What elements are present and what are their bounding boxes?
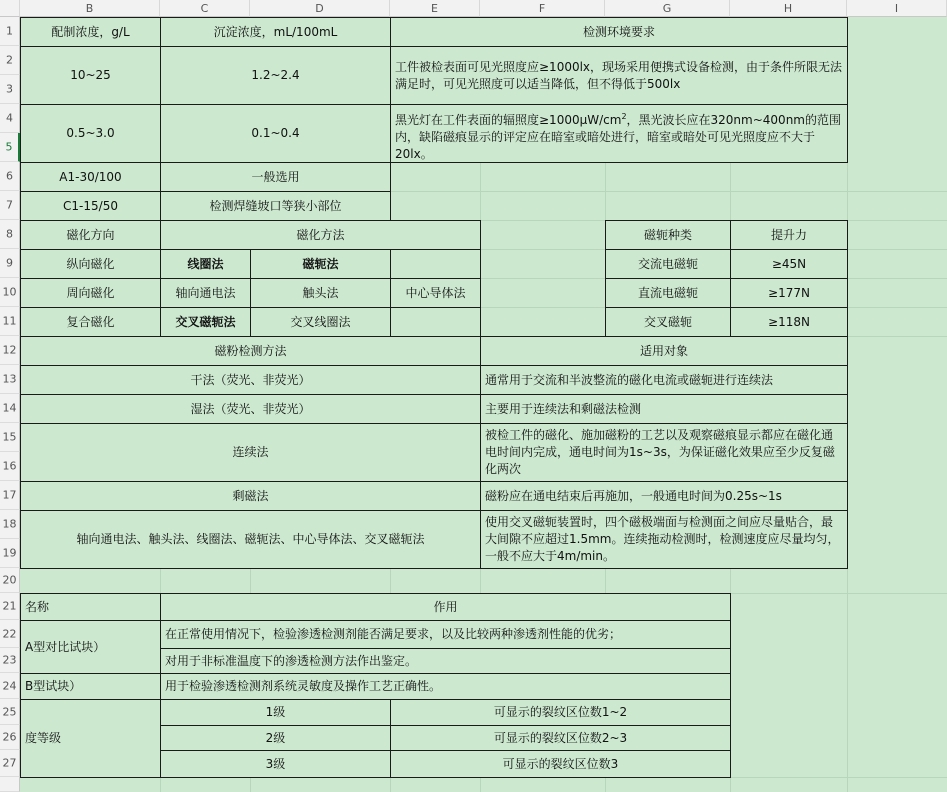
t1-cell[interactable]	[390, 104, 848, 163]
t1-cell[interactable]: A1-30/100	[20, 162, 161, 192]
column-header-e[interactable]: E	[390, 0, 480, 17]
t5-cell[interactable]: 可显示的裂纹区位数3	[390, 750, 731, 778]
t2-header-direction[interactable]: 磁化方向	[20, 220, 161, 250]
t5-cell[interactable]: 可显示的裂纹区位数2~3	[390, 725, 731, 751]
t1-header-precipitation[interactable]: 沉淀浓度，mL/100mL	[160, 17, 391, 47]
t2-cell[interactable]: 复合磁化	[20, 307, 161, 337]
t2-cell[interactable]	[390, 307, 481, 337]
t3-cell[interactable]: 直流电磁轭	[605, 278, 731, 308]
t1-cell[interactable]: C1-15/50	[20, 191, 161, 221]
row-header-7[interactable]: 7	[0, 191, 20, 220]
t3-cell[interactable]: ≥45N	[730, 249, 848, 279]
t1-header-concentration[interactable]: 配制浓度，g/L	[20, 17, 161, 47]
corner-cell[interactable]	[0, 0, 20, 17]
t2-cell[interactable]: 线圈法	[160, 249, 251, 279]
row-header-24[interactable]: 24	[0, 673, 20, 699]
column-header-f[interactable]: F	[480, 0, 605, 17]
row-header-28[interactable]	[0, 777, 20, 792]
t5-cell[interactable]: 3级	[160, 750, 391, 778]
t5-header-name[interactable]: 名称	[20, 593, 161, 621]
t1-cell[interactable]: 工件被检表面可见光照度应≥1000lx，现场采用便携式设备检测，由于条件所限无法满足时，可见光照度可以适当降低，但不得低于500lx	[390, 46, 848, 105]
row-header-5[interactable]: 5	[0, 133, 20, 162]
t5-cell[interactable]: 度等级	[20, 699, 161, 778]
row-header-17[interactable]: 17	[0, 481, 20, 510]
t1-cell-text: 黑光灯在工件表面的辐照度$\ge 1000\mu W/cm^2$，黑光波长应在320nm~400nm的范围内，缺陷磁痕显示的评定应在暗室或暗处进行，暗室或暗处可见光照度应不大于20lx。	[395, 112, 841, 161]
t2-cell[interactable]: 交叉线圈法	[250, 307, 391, 337]
t1-cell[interactable]: 0.1~0.4	[160, 104, 391, 163]
t2-cell[interactable]: 磁轭法	[250, 249, 391, 279]
t4-cell[interactable]: 磁粉应在通电结束后再施加，一般通电时间为0.25s~1s	[480, 481, 848, 511]
t2-cell[interactable]: 交叉磁轭法	[160, 307, 251, 337]
row-header-10[interactable]: 10	[0, 278, 20, 307]
t2-cell[interactable]: 中心导体法	[390, 278, 481, 308]
row-header-25[interactable]: 25	[0, 699, 20, 725]
t2-cell[interactable]: 周向磁化	[20, 278, 161, 308]
row-header-23[interactable]: 23	[0, 648, 20, 673]
t3-cell[interactable]: 交叉磁轭	[605, 307, 731, 337]
t4-cell[interactable]: 剩磁法	[20, 481, 481, 511]
row-header-1[interactable]: 1	[0, 17, 20, 46]
t1-cell[interactable]: 一般选用	[160, 162, 391, 192]
row-header-2[interactable]: 2	[0, 46, 20, 75]
t5-cell[interactable]: 1级	[160, 699, 391, 726]
t2-cell[interactable]: 触头法	[250, 278, 391, 308]
t1-cell[interactable]: 10~25	[20, 46, 161, 105]
t1-cell[interactable]: 0.5~3.0	[20, 104, 161, 163]
row-header-3[interactable]: 3	[0, 75, 20, 104]
t1-header-environment[interactable]: 检测环境要求	[390, 17, 848, 47]
row-header-26[interactable]: 26	[0, 725, 20, 750]
t5-cell[interactable]: 在正常使用情况下，检验渗透检测剂能否满足要求，以及比较两种渗透剂性能的优劣；	[160, 620, 731, 649]
t4-header-method[interactable]: 磁粉检测方法	[20, 336, 481, 366]
column-header-b[interactable]: B	[20, 0, 160, 17]
column-header-d[interactable]: D	[250, 0, 390, 17]
row-header-11[interactable]: 11	[0, 307, 20, 336]
row-header-12[interactable]: 12	[0, 336, 20, 365]
t2-cell[interactable]: 纵向磁化	[20, 249, 161, 279]
t3-cell[interactable]: 交流电磁轭	[605, 249, 731, 279]
row-header-18[interactable]: 18	[0, 510, 20, 539]
t5-cell[interactable]: A型对比试块）	[20, 620, 161, 674]
t2-cell[interactable]	[390, 249, 481, 279]
row-header-15[interactable]: 15	[0, 423, 20, 452]
t4-cell[interactable]: 使用交叉磁轭装置时，四个磁极端面与检测面之间应尽量贴合，最大间隙不应超过1.5mm。连续拖动检测时，检测速度应尽量均匀，一般不应大于4m/min。	[480, 510, 848, 569]
row-header-16[interactable]: 16	[0, 452, 20, 481]
t3-header-lifting-force[interactable]: 提升力	[730, 220, 848, 250]
t3-header-yoke-type[interactable]: 磁轭种类	[605, 220, 731, 250]
t4-cell[interactable]: 通常用于交流和半波整流的磁化电流或磁轭进行连续法	[480, 365, 848, 395]
row-header-4[interactable]: 4	[0, 104, 20, 133]
column-header-i[interactable]: I	[847, 0, 947, 17]
t5-cell[interactable]: B型试块）	[20, 673, 161, 700]
t4-cell[interactable]: 被检工件的磁化、施加磁粉的工艺以及观察磁痕显示都应在磁化通电时间内完成，通电时间为1s~3s，为保证磁化效果应至少反复磁化两次	[480, 423, 848, 482]
t4-cell[interactable]: 轴向通电法、触头法、线圈法、磁轭法、中心导体法、交叉磁轭法	[20, 510, 481, 569]
t5-cell[interactable]: 可显示的裂纹区位数1~2	[390, 699, 731, 726]
t4-cell[interactable]: 主要用于连续法和剩磁法检测	[480, 394, 848, 424]
row-header-22[interactable]: 22	[0, 620, 20, 648]
t3-cell[interactable]: ≥177N	[730, 278, 848, 308]
t5-cell[interactable]: 用于检验渗透检测剂系统灵敏度及操作工艺正确性。	[160, 673, 731, 700]
t5-cell[interactable]: 对用于非标准温度下的渗透检测方法作出鉴定。	[160, 648, 731, 674]
t2-header-method[interactable]: 磁化方法	[160, 220, 481, 250]
t5-header-use[interactable]: 作用	[160, 593, 731, 621]
row-header-14[interactable]: 14	[0, 394, 20, 423]
t1-cell[interactable]: 1.2~2.4	[160, 46, 391, 105]
row-header-9[interactable]: 9	[0, 249, 20, 278]
row-header-20[interactable]: 20	[0, 568, 20, 593]
t4-cell[interactable]: 连续法	[20, 423, 481, 482]
row-header-19[interactable]: 19	[0, 539, 20, 568]
t3-cell[interactable]: ≥118N	[730, 307, 848, 337]
t4-cell[interactable]: 干法（荧光、非荧光）	[20, 365, 481, 395]
t4-header-application[interactable]: 适用对象	[480, 336, 848, 366]
column-header-g[interactable]: G	[605, 0, 730, 17]
t5-cell[interactable]: 2级	[160, 725, 391, 751]
column-header-h[interactable]: H	[730, 0, 847, 17]
t1-cell[interactable]: 检测焊缝坡口等狭小部位	[160, 191, 391, 221]
row-header-27[interactable]: 27	[0, 750, 20, 777]
row-header-6[interactable]: 6	[0, 162, 20, 191]
row-header-21[interactable]: 21	[0, 593, 20, 620]
row-header-13[interactable]: 13	[0, 365, 20, 394]
t2-cell[interactable]: 轴向通电法	[160, 278, 251, 308]
t4-cell[interactable]: 湿法（荧光、非荧光）	[20, 394, 481, 424]
row-header-8[interactable]: 8	[0, 220, 20, 249]
column-header-c[interactable]: C	[160, 0, 250, 17]
